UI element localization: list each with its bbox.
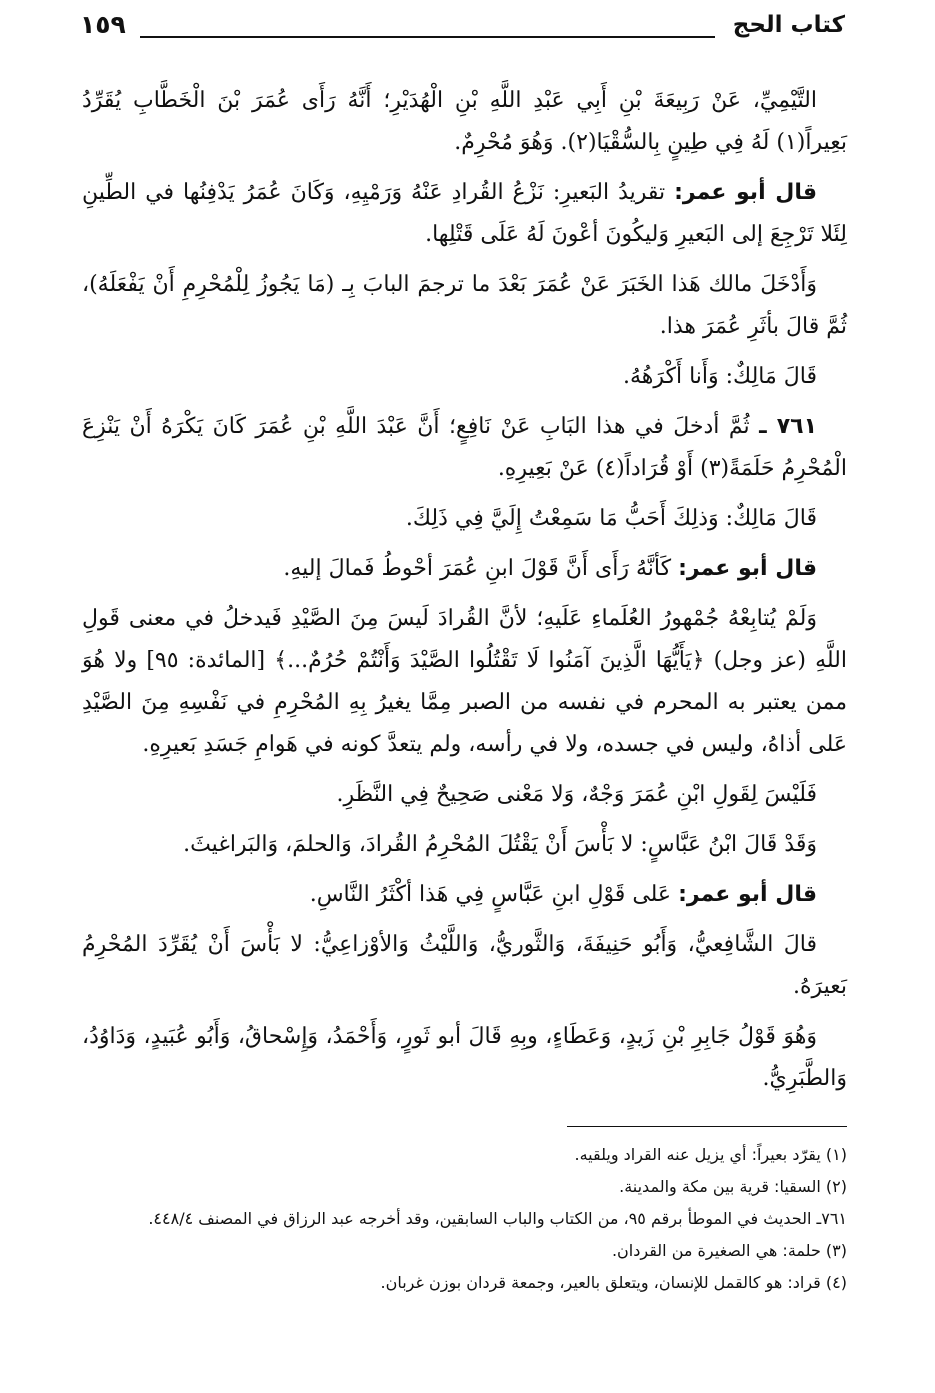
speaker-lead: قال أبو عمر: (678, 882, 817, 907)
hadith-number: ٧٦١ ـ (759, 414, 818, 439)
paragraph: قال أبو عمر: تقريدُ البَعيرِ: نَزْعُ القُرادِ عَنْهُ وَرَمْيِهِ، وَكَانَ عُمَرُ يَدْفِنُها في الطِّينِ لِئَلا تَرْجِعَ إلى البَعيرِ وَليكُونَ أعْونَ لَهُ عَلَى قَتْلِها. (82, 180, 847, 247)
page-number: ١٥٩ (80, 10, 126, 39)
footnote: (١) يقرّد بعيراً: أي يزيل عنه القراد ويلقيه. (574, 1145, 847, 1164)
speaker-lead: قال أبو عمر: (674, 180, 817, 205)
paragraph: وَهُوَ قَوْلُ جَابِرِ بْنِ زَيدٍ، وَعَطَاءٍ، وبِهِ قَالَ أبو ثَورٍ، وَأَحْمَدُ، وَإِسْحاقُ، وَأَبُو عُبَيدٍ، وَدَاوُدُ، وَالطَّبَرِيُّ. (82, 1024, 847, 1091)
paragraph: وَأَدْخَلَ مالك هَذا الخَبَرَ عَنْ عُمَرَ بَعْدَ ما ترجمَ البابَ بِـ (مَا يَجُوزُ لِلْمُحْرِمِ أَنْ يَفْعَلَهُ)، ثُمَّ قالَ بأثَرِ عُمَرَ هذا. (82, 272, 847, 339)
main-text (82, 80, 847, 1108)
paragraph: قال أبو عمر: عَلى قَوْلِ ابنِ عَبَّاسٍ فِي هَذا أكْثَرُ النَّاسِ. (309, 882, 817, 907)
footnote: (٢) السقيا: قرية بين مكة والمدينة. (619, 1177, 847, 1196)
paragraph: فَلَيْسَ لِقَولِ ابْنِ عُمَرَ وَجْهٌ، وَلا مَعْنى صَحِيحٌ فِي النَّظَرِ. (336, 782, 817, 807)
paragraph: وَلَمْ يُتابِعْهُ جُمْهورُ العُلَماءِ عَلَيهِ؛ لأنَّ القُرادَ لَيسَ مِنَ الصَّيْدِ فَيدخلُ في معنى قَولِ اللَّهِ (عز وجل) ﴿يَأَيُّهَا الَّذِينَ آمَنُوا لَا تَقْتُلُوا الصَّيْدَ وَأَنْتُمْ حُرُمٌ...﴾ [المائدة: ٩٥] ولا هُوَ ممن يعتبر به المحرم في نفسه من الصبر مِمَّا يغيرُ بِهِ المُحْرِمِ في نَفْسِهِ مِنَ الصَّيْدِ عَلى أذاهُ، وليس في جسده، ولا في رأسه، ولم يتعدَّ كونه في هَوامِ جَسَدِ بَعيرِهِ. (82, 606, 847, 757)
header-rule (140, 36, 715, 38)
paragraph: قَالَ مَالِكٌ: وَأَنا أَكْرَهُهُ. (622, 364, 817, 389)
footnote-separator (567, 1126, 847, 1127)
paragraph: قال أبو عمر: كَأنَّهُ رَأَى أَنَّ قَوْلَ ابنِ عُمَرَ أحْوطُ فَمالَ إليهِ. (283, 556, 817, 581)
speaker-lead: قال أبو عمر: (678, 556, 817, 581)
footnote: (٤) قراد: هو كالقمل للإنسان، ويتعلق بالعير، وجمعة قردان بوزن غربان. (380, 1273, 847, 1292)
paragraph: وَقَدْ قَالَ ابْنُ عَبَّاسٍ: لا بَأْسَ أَنْ يَقْتُلَ المُحْرِمُ القُرادَ، وَالحلمَ، وَالبَراغيثَ. (183, 832, 817, 857)
paragraph: التَّيْمِيِّ، عَنْ رَبِيعَةَ بْنِ أَبِي عَبْدِ اللَّهِ بْنِ الْهُدَيْرِ؛ أَنَّهُ رَأَى عُمَرَ بْنَ الْخَطَّابِ يُقَرِّدُ بَعِيراً(١) لَهُ فِي طِينٍ بِالسُّقْيَا(٢). وَهُوَ مُحْرِمٌ. (82, 88, 847, 155)
page-header (80, 8, 845, 48)
paragraph: قَالَ مَالِكٌ: وَذلِكَ أَحَبُّ مَا سَمِعْتُ إِلَيَّ فِي ذَلِكَ. (405, 506, 817, 531)
footnotes (82, 1140, 847, 1300)
footnote: ٧٦١ـ الحديث في الموطأ برقم ٩٥، من الكتاب والباب السابقين، وقد أخرجه عبد الرزاق في المصنف ٤٤٨/٤. (148, 1209, 847, 1228)
paragraph: قالَ الشَّافِعيُّ، وَأَبُو حَنِيفَةَ، وَالثَّوريُّ، وَاللَّيْثُ وَالأوْزاعِيُّ: لا بَأْسَ أَنْ يُقَرِّدَ المُحْرِمُ بَعيرَهُ. (82, 932, 847, 999)
paragraph-numbered: ٧٦١ ـ ثُمَّ أدخلَ في هذا البَابِ عَنْ نَافِعٍ؛ أَنَّ عَبْدَ اللَّهِ بْنِ عُمَرَ كَانَ يَكْرَهُ أَنْ يَنْزِعَ الْمُحْرِمُ حَلَمَةً(٣) أَوْ قُرَاداً(٤) عَنْ بَعِيرِهِ. (82, 414, 847, 481)
footnote: (٣) حلمة: هي الصغيرة من القردان. (611, 1241, 847, 1260)
running-title: كتاب الحج (732, 12, 845, 38)
